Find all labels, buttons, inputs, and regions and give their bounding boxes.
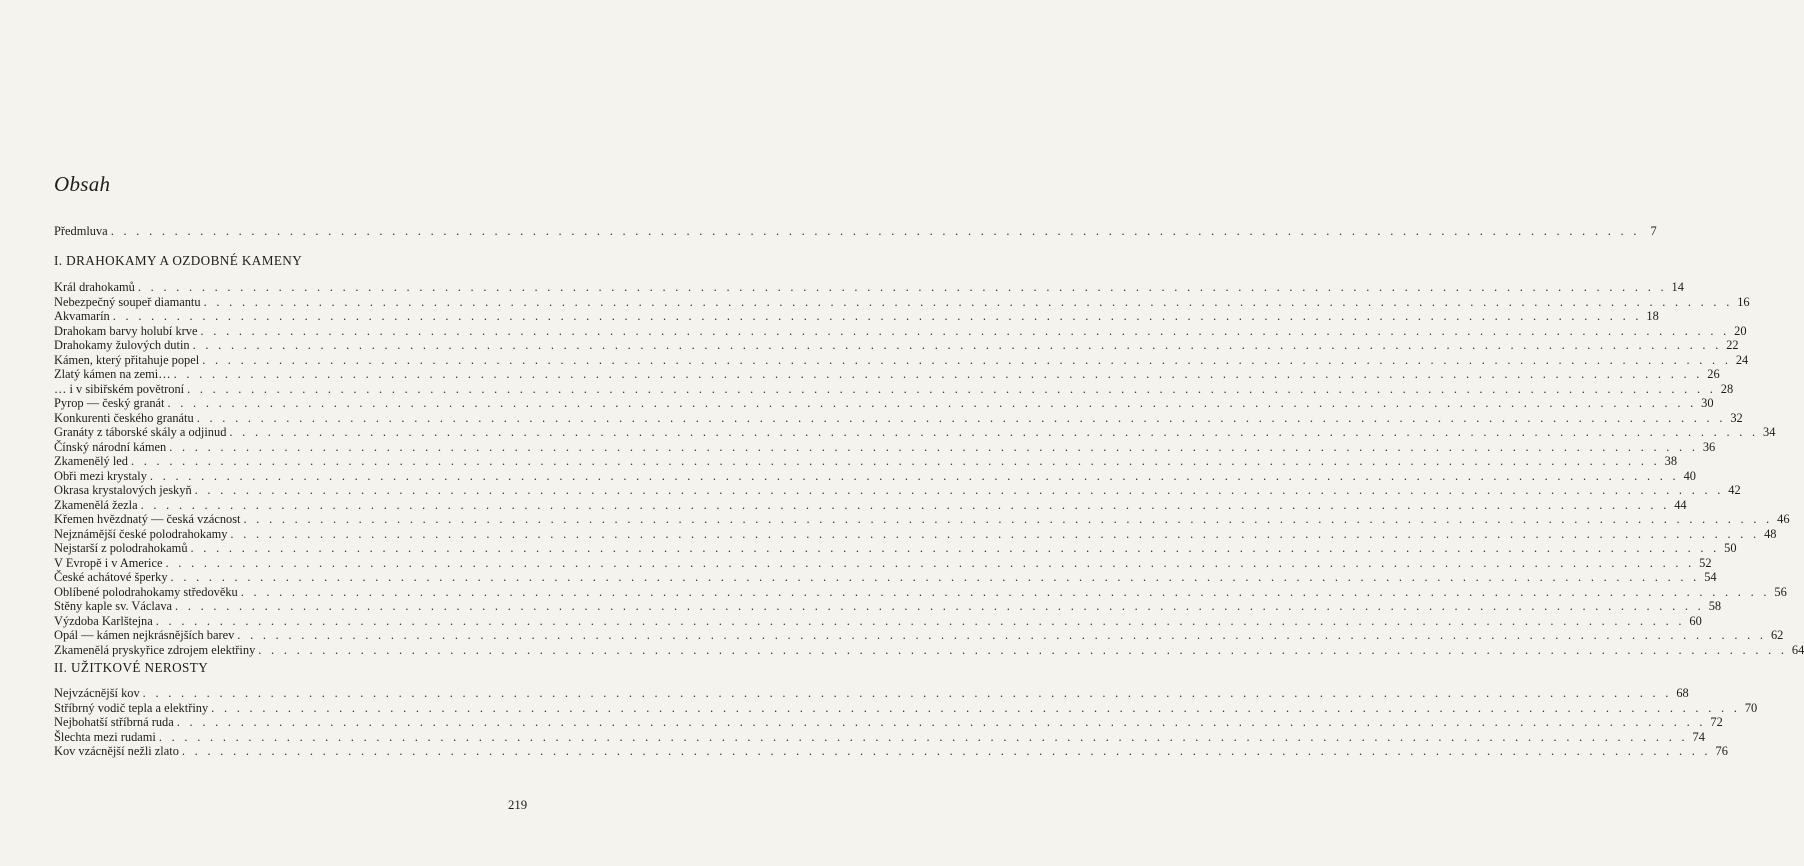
entry-title: Stěny kaple sv. Václava — [54, 599, 173, 613]
toc-entry — [54, 309, 1659, 324]
entry-title: Šlechta mezi rudami — [54, 729, 156, 744]
entry-page-number: 60 — [1689, 613, 1702, 628]
toc-entry — [54, 512, 1790, 527]
entry-title: Nejznámější české polodrahokamy — [54, 526, 228, 541]
toc-entry — [54, 599, 1722, 614]
entry-page-number: 72 — [1710, 715, 1723, 729]
dot-leader: . . . . . . . . . . . . . . . . . . . . . . . . . . . . . . . . . . . . . . . . . . . . . . . . . . . . . . . . . . . . . . . . . . . . . . . . . . . . . . . . . . . . . . . . . . . . . . . . . . . . . . . . . . . . . . . . . . . . . . . . — [196, 410, 1726, 425]
entry-title: Král drahokamů — [54, 280, 135, 294]
toc-entry — [54, 483, 1741, 498]
entry-page-number: 7 — [1650, 224, 1657, 238]
entry-page-number: 16 — [1737, 294, 1750, 309]
entry-title: Kov vzácnější nežli zlato — [54, 744, 179, 758]
entry-page-number: 32 — [1730, 410, 1743, 425]
section-heading: I. DRAHOKAMY A OZDOBNÉ KAMENY — [54, 253, 303, 268]
dot-leader: . . . . . . . . . . . . . . . . . . . . . . . . . . . . . . . . . . . . . . . . . . . . . . . . . . . . . . . . . . . . . . . . . . . . . . . . . . . . . . . . . . . . . . . . . . . . . . . . . . . . . . . . . . . . . . . . . . . . . . . . — [110, 224, 1640, 238]
dot-leader: . . . . . . . . . . . . . . . . . . . . . . . . . . . . . . . . . . . . . . . . . . . . . . . . . . . . . . . . . . . . . . . . . . . . . . . . . . . . . . . . . . . . . . . . . . . . . . . . . . . . . . . . . . . . . . . . . . . . . . . . — [167, 396, 1697, 410]
entry-page-number: 20 — [1734, 323, 1747, 338]
dot-leader: . . . . . . . . . . . . . . . . . . . . . . . . . . . . . . . . . . . . . . . . . . . . . . . . . . . . . . . . . . . . . . . . . . . . . . . . . . . . . . . . . . . . . . . . . . . . . . . . . . . . . . . . . . . . . . . . . . . . . . . . — [229, 425, 1759, 439]
toc-entry — [54, 439, 1716, 455]
dot-leader: . . . . . . . . . . . . . . . . . . . . . . . . . . . . . . . . . . . . . . . . . . . . . . . . . . . . . . . . . . . . . . . . . . . . . . . . . . . . . . . . . . . . . . . . . . . . . . . . . . . . . . . . . . . . . . . . . . . . . . . . — [149, 468, 1679, 483]
dot-leader: . . . . . . . . . . . . . . . . . . . . . . . . . . . . . . . . . . . . . . . . . . . . . . . . . . . . . . . . . . . . . . . . . . . . . . . . . . . . . . . . . . . . . . . . . . . . . . . . . . . . . . . . . . . . . . . . . . . . . . . . — [155, 613, 1685, 628]
toc-entry — [54, 729, 1705, 745]
dot-leader: . . . . . . . . . . . . . . . . . . . . . . . . . . . . . . . . . . . . . . . . . . . . . . . . . . . . . . . . . . . . . . . . . . . . . . . . . . . . . . . . . . . . . . . . . . . . . . . . . . . . . . . . . . . . . . . . . . . . . . . . — [240, 584, 1770, 599]
entry-title: V Evropě i v Americe — [54, 555, 163, 570]
toc-entry — [54, 570, 1717, 585]
dot-leader: . . . . . . . . . . . . . . . . . . . . . . . . . . . . . . . . . . . . . . . . . . . . . . . . . . . . . . . . . . . . . . . . . . . . . . . . . . . . . . . . . . . . . . . . . . . . . . . . . . . . . . . . . . . . . . . . . . . . . . . . — [158, 729, 1688, 744]
entry-title: Granáty z táborské skály a odjinud — [54, 425, 227, 439]
dot-leader: . . . . . . . . . . . . . . . . . . . . . . . . . . . . . . . . . . . . . . . . . . . . . . . . . . . . . . . . . . . . . . . . . . . . . . . . . . . . . . . . . . . . . . . . . . . . . . . . . . . . . . . . . . . . . . . . . . . . . . . . — [194, 483, 1724, 497]
entry-title: Akvamarín — [54, 309, 110, 323]
entry-title: Zlatý kámen na zemi… — [54, 367, 171, 381]
entry-page-number: 14 — [1671, 280, 1684, 294]
entry-page-number: 52 — [1699, 555, 1712, 570]
toc-entry — [54, 468, 1696, 484]
entry-page-number: 42 — [1728, 483, 1741, 497]
entry-page-number: 62 — [1770, 628, 1784, 642]
entry-page-number: 46 — [1777, 512, 1790, 526]
entry-title: Drahokamy žulových dutin — [54, 338, 190, 352]
toc-entry — [54, 526, 1777, 542]
entry-title: Konkurenti českého granátu — [54, 410, 194, 425]
entry-page-number: 58 — [1708, 599, 1722, 613]
dot-leader: . . . . . . . . . . . . . . . . . . . . . . . . . . . . . . . . . . . . . . . . . . . . . . . . . . . . . . . . . . . . . . . . . . . . . . . . . . . . . . . . . . . . . . . . . . . . . . . . . . . . . . . . . . . . . . . . . . . . . . . . — [140, 497, 1670, 512]
dot-leader: . . . . . . . . . . . . . . . . . . . . . . . . . . . . . . . . . . . . . . . . . . . . . . . . . . . . . . . . . . . . . . . . . . . . . . . . . . . . . . . . . . . . . . . . . . . . . . . . . . . . . . . . . . . . . . . . . . . . . . . . — [237, 628, 1767, 642]
toc-entry — [54, 744, 1728, 759]
toc-entry — [54, 323, 1747, 339]
entry-page-number: 68 — [1676, 686, 1689, 700]
entry-page-number: 38 — [1664, 454, 1678, 468]
entry-title: Nejvzácnější kov — [54, 686, 140, 700]
entry-page-number: 18 — [1646, 309, 1659, 323]
entry-page-number: 22 — [1726, 338, 1739, 352]
preface-entry — [54, 224, 1657, 239]
toc-entry — [54, 613, 1702, 629]
entry-title: Čínský národní kámen — [54, 439, 167, 454]
page-title: Obsah — [54, 172, 111, 196]
dot-leader: . . . . . . . . . . . . . . . . . . . . . . . . . . . . . . . . . . . . . . . . . . . . . . . . . . . . . . . . . . . . . . . . . . . . . . . . . . . . . . . . . . . . . . . . . . . . . . . . . . . . . . . . . . . . . . . . . . . . . . . . — [192, 338, 1722, 352]
entry-page-number: 34 — [1763, 425, 1776, 439]
toc-entry — [54, 410, 1743, 426]
entry-title: Oblíbené polodrahokamy středověku — [54, 584, 238, 599]
entry-title: Křemen hvězdnatý — česká vzácnost — [54, 512, 241, 526]
dot-leader: . . . . . . . . . . . . . . . . . . . . . . . . . . . . . . . . . . . . . . . . . . . . . . . . . . . . . . . . . . . . . . . . . . . . . . . . . . . . . . . . . . . . . . . . . . . . . . . . . . . . . . . . . . . . . . . . . . . . . . . . — [130, 454, 1661, 468]
dot-leader: . . . . . . . . . . . . . . . . . . . . . . . . . . . . . . . . . . . . . . . . . . . . . . . . . . . . . . . . . . . . . . . . . . . . . . . . . . . . . . . . . . . . . . . . . . . . . . . . . . . . . . . . . . . . . . . . . . . . . . . . — [203, 294, 1733, 309]
entry-title: Kámen, který přitahuje popel — [54, 352, 200, 367]
entry-title: České achátové šperky — [54, 570, 168, 584]
entry-page-number: 30 — [1701, 396, 1714, 410]
toc-entry — [54, 338, 1739, 353]
entry-title: Zkamenělá pryskyřice zdrojem elektřiny — [54, 642, 256, 657]
toc-entry — [54, 396, 1714, 411]
entry-page-number: 56 — [1774, 584, 1787, 599]
toc-entry — [54, 541, 1737, 556]
entry-title: Nejbohatší stříbrná ruda — [54, 715, 174, 729]
toc-entry — [54, 686, 1689, 701]
entry-page-number: 24 — [1735, 352, 1749, 367]
entry-page-number: 48 — [1764, 526, 1777, 541]
entry-title: Nejstarší z polodrahokamů — [54, 541, 188, 555]
dot-leader: . . . . . . . . . . . . . . . . . . . . . . . . . . . . . . . . . . . . . . . . . . . . . . . . . . . . . . . . . . . . . . . . . . . . . . . . . . . . . . . . . . . . . . . . . . . . . . . . . . . . . . . . . . . . . . . . . . . . . . . . — [112, 309, 1642, 323]
entry-title: Pyrop — český granát — [54, 396, 165, 410]
toc-entry — [54, 425, 1776, 440]
toc-entry — [54, 381, 1734, 397]
dot-leader: . . . . . . . . . . . . . . . . . . . . . . . . . . . . . . . . . . . . . . . . . . . . . . . . . . . . . . . . . . . . . . . . . . . . . . . . . . . . . . . . . . . . . . . . . . . . . . . . . . . . . . . . . . . . . . . . . . . . . . . . — [258, 642, 1788, 657]
entry-page-number: 76 — [1715, 744, 1728, 758]
toc-entry — [54, 700, 1758, 716]
entry-page-number: 54 — [1704, 570, 1717, 584]
entry-title: Obři mezi krystaly — [54, 468, 147, 483]
toc-entry — [54, 715, 1723, 730]
dot-leader: . . . . . . . . . . . . . . . . . . . . . . . . . . . . . . . . . . . . . . . . . . . . . . . . . . . . . . . . . . . . . . . . . . . . . . . . . . . . . . . . . . . . . . . . . . . . . . . . . . . . . . . . . . . . . . . . . . . . . . . . — [169, 439, 1699, 454]
entry-page-number: 40 — [1683, 468, 1696, 483]
entry-title: Nebezpečný soupeř diamantu — [54, 294, 201, 309]
dot-leader: . . . . . . . . . . . . . . . . . . . . . . . . . . . . . . . . . . . . . . . . . . . . . . . . . . . . . . . . . . . . . . . . . . . . . . . . . . . . . . . . . . . . . . . . . . . . . . . . . . . . . . . . . . . . . . . . . . . . . . . . — [200, 323, 1730, 338]
toc-entry — [54, 497, 1687, 513]
dot-leader: . . . . . . . . . . . . . . . . . . . . . . . . . . . . . . . . . . . . . . . . . . . . . . . . . . . . . . . . . . . . . . . . . . . . . . . . . . . . . . . . . . . . . . . . . . . . . . . . . . . . . . . . . . . . . . . . . . . . . . . . — [187, 381, 1717, 396]
entry-title: Okrasa krystalových jeskyň — [54, 483, 192, 497]
dot-leader: . . . . . . . . . . . . . . . . . . . . . . . . . . . . . . . . . . . . . . . . . . . . . . . . . . . . . . . . . . . . . . . . . . . . . . . . . . . . . . . . . . . . . . . . . . . . . . . . . . . . . . . . . . . . . . . . . . . . . . . . — [202, 352, 1732, 367]
entry-page-number: 26 — [1707, 367, 1720, 381]
entry-title: Výzdoba Karlštejna — [54, 613, 153, 628]
toc-entry — [54, 367, 1720, 382]
dot-leader: . . . . . . . . . . . . . . . . . . . . . . . . . . . . . . . . . . . . . . . . . . . . . . . . . . . . . . . . . . . . . . . . . . . . . . . . . . . . . . . . . . . . . . . . . . . . . . . . . . . . . . . . . . . . . . . . . . . . . . . . — [142, 686, 1672, 700]
entry-page-number: 36 — [1702, 439, 1716, 454]
entry-page-number: 50 — [1724, 541, 1737, 555]
toc-entry — [54, 294, 1750, 310]
dot-leader: . . . . . . . . . . . . . . . . . . . . . . . . . . . . . . . . . . . . . . . . . . . . . . . . . . . . . . . . . . . . . . . . . . . . . . . . . . . . . . . . . . . . . . . . . . . . . . . . . . . . . . . . . . . . . . . . . . . . . . . . — [230, 526, 1760, 541]
entry-title: Opál — kámen nejkrásnějších barev — [54, 628, 235, 642]
toc-entry — [54, 642, 1804, 658]
entry-title: Zkamenělý led — [54, 454, 128, 468]
entry-page-number: 44 — [1674, 497, 1687, 512]
dot-leader: . . . . . . . . . . . . . . . . . . . . . . . . . . . . . . . . . . . . . . . . . . . . . . . . . . . . . . . . . . . . . . . . . . . . . . . . . . . . . . . . . . . . . . . . . . . . . . . . . . . . . . . . . . . . . . . . . . . . . . . . — [173, 367, 1703, 381]
section-heading: II. UŽITKOVÉ NEROSTY — [54, 660, 209, 675]
entry-page-number: 70 — [1744, 700, 1758, 715]
dot-leader: . . . . . . . . . . . . . . . . . . . . . . . . . . . . . . . . . . . . . . . . . . . . . . . . . . . . . . . . . . . . . . . . . . . . . . . . . . . . . . . . . . . . . . . . . . . . . . . . . . . . . . . . . . . . . . . . . . . . . . . . — [137, 280, 1667, 294]
entry-title: … i v sibiřském povětroní — [54, 381, 185, 396]
toc-entry — [54, 454, 1678, 469]
dot-leader: . . . . . . . . . . . . . . . . . . . . . . . . . . . . . . . . . . . . . . . . . . . . . . . . . . . . . . . . . . . . . . . . . . . . . . . . . . . . . . . . . . . . . . . . . . . . . . . . . . . . . . . . . . . . . . . . . . . . . . . . — [211, 700, 1741, 715]
dot-leader: . . . . . . . . . . . . . . . . . . . . . . . . . . . . . . . . . . . . . . . . . . . . . . . . . . . . . . . . . . . . . . . . . . . . . . . . . . . . . . . . . . . . . . . . . . . . . . . . . . . . . . . . . . . . . . . . . . . . . . . . — [243, 512, 1773, 526]
toc-entry — [54, 352, 1749, 368]
entry-title: Zkamenělá žezla — [54, 497, 138, 512]
dot-leader: . . . . . . . . . . . . . . . . . . . . . . . . . . . . . . . . . . . . . . . . . . . . . . . . . . . . . . . . . . . . . . . . . . . . . . . . . . . . . . . . . . . . . . . . . . . . . . . . . . . . . . . . . . . . . . . . . . . . . . . . — [176, 715, 1706, 729]
dot-leader: . . . . . . . . . . . . . . . . . . . . . . . . . . . . . . . . . . . . . . . . . . . . . . . . . . . . . . . . . . . . . . . . . . . . . . . . . . . . . . . . . . . . . . . . . . . . . . . . . . . . . . . . . . . . . . . . . . . . . . . . — [175, 599, 1705, 613]
entry-title: Stříbrný vodič tepla a elektřiny — [54, 700, 209, 715]
dot-leader: . . . . . . . . . . . . . . . . . . . . . . . . . . . . . . . . . . . . . . . . . . . . . . . . . . . . . . . . . . . . . . . . . . . . . . . . . . . . . . . . . . . . . . . . . . . . . . . . . . . . . . . . . . . . . . . . . . . . . . . . — [170, 570, 1700, 584]
page-number: 219 — [508, 798, 528, 812]
entry-page-number: 28 — [1720, 381, 1734, 396]
dot-leader: . . . . . . . . . . . . . . . . . . . . . . . . . . . . . . . . . . . . . . . . . . . . . . . . . . . . . . . . . . . . . . . . . . . . . . . . . . . . . . . . . . . . . . . . . . . . . . . . . . . . . . . . . . . . . . . . . . . . . . . . — [190, 541, 1720, 555]
entry-title: Drahokam barvy holubí krve — [54, 323, 198, 338]
entry-page-number: 64 — [1791, 642, 1804, 657]
dot-leader: . . . . . . . . . . . . . . . . . . . . . . . . . . . . . . . . . . . . . . . . . . . . . . . . . . . . . . . . . . . . . . . . . . . . . . . . . . . . . . . . . . . . . . . . . . . . . . . . . . . . . . . . . . . . . . . . . . . . . . . . — [165, 555, 1695, 570]
dot-leader: . . . . . . . . . . . . . . . . . . . . . . . . . . . . . . . . . . . . . . . . . . . . . . . . . . . . . . . . . . . . . . . . . . . . . . . . . . . . . . . . . . . . . . . . . . . . . . . . . . . . . . . . . . . . . . . . . . . . . . . . — [181, 744, 1711, 758]
toc-entry — [54, 555, 1712, 571]
toc-entry — [54, 584, 1787, 600]
toc-entry — [54, 628, 1784, 643]
entry-title: Předmluva — [54, 224, 108, 238]
toc-entry — [54, 280, 1684, 295]
entry-page-number: 74 — [1692, 729, 1705, 744]
